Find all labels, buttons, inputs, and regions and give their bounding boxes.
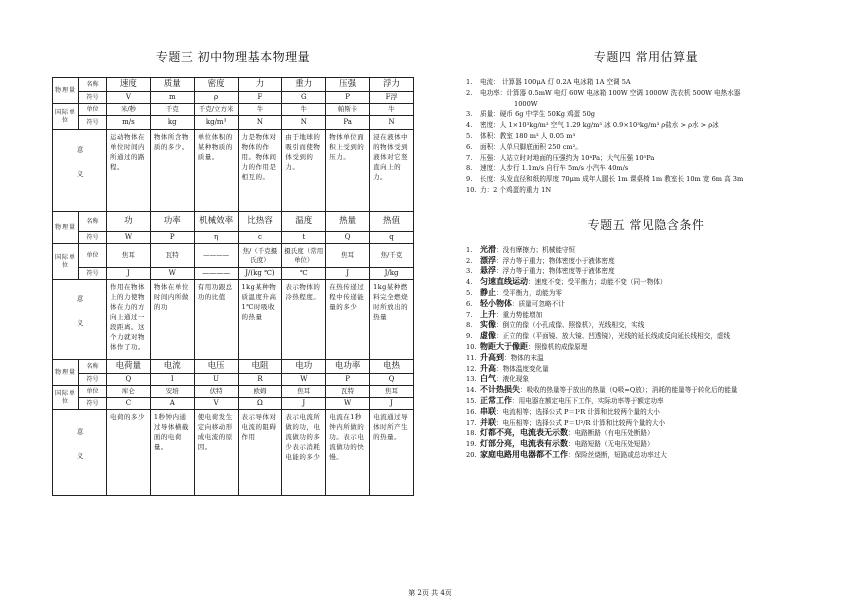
quantity-meaning: 1秒钟内通过导体横截面的电荷量。: [150, 410, 194, 496]
item-number: 5.: [466, 131, 473, 140]
item-text: 1000W: [514, 99, 538, 108]
unit-symbol: Ω: [238, 398, 282, 410]
quantity-meaning: 电流在1秒钟内所做的功。表示电流做功的快慢。: [326, 410, 370, 496]
unit-name: 千克/立方米: [194, 104, 238, 116]
unit-symbol: J/kg: [370, 268, 414, 280]
estimate-item: [466, 120, 826, 131]
condition-description: ：照像机的成像原理: [528, 342, 588, 351]
quantity-meaning: 有用功跟总功的比值: [194, 280, 238, 360]
physics-quantities-table: [52, 77, 414, 496]
quantity-name: 压强: [326, 78, 370, 92]
quantity-meaning: 运动物体在单位时间内所通过的路程。: [107, 130, 151, 212]
unit-symbol: N: [370, 116, 414, 130]
item-text: 密度：人 1×10³kg/m³ 空气 1.29 kg/m³ 冰 0.9×10³kg/m³ ρ盐水 > ρ水 > ρ冰: [480, 121, 719, 130]
condition-description: ：电路断路（有电压处断路）: [568, 429, 654, 438]
condition-description: ：液化现象: [496, 375, 529, 384]
row-label-unit-symbol: 符号: [79, 116, 107, 130]
item-number: 6.: [466, 299, 473, 308]
item-number: 17.: [466, 418, 477, 427]
unit-name: 摄氏度（常用单位）: [282, 244, 326, 268]
estimate-item: [466, 109, 826, 120]
condition-term: 正常工作: [480, 395, 512, 405]
item-number: 3.: [466, 110, 473, 119]
item-text: 质量：硬币 6g 中学生 50Kg 鸡蛋 50g: [480, 110, 595, 119]
quantity-meaning: 电荷的多少: [107, 410, 151, 496]
condition-description: ：浮力等于重力；物体密度小于液体密度: [496, 256, 615, 265]
quantity-symbol: F: [238, 92, 282, 104]
quantity-symbol: P: [326, 374, 370, 386]
item-number: 14.: [466, 386, 477, 395]
row-label-meaning: 意义: [53, 410, 107, 496]
item-text: 体积：教室 180 m³ 人 0.05 m³: [480, 131, 576, 140]
unit-name: 焦耳: [107, 244, 151, 268]
right-column: [466, 48, 826, 461]
condition-term: 白气: [480, 374, 496, 384]
condition-description: ：正立的像（平面镜、放大镜、凹透镜），光线的延长线或反向延长线相交，虚线: [496, 332, 731, 341]
condition-item: [466, 331, 826, 342]
unit-symbol: J/(kg ℃): [238, 268, 282, 280]
quantity-name: 电阻: [238, 360, 282, 374]
row-label-name: 名称: [79, 78, 107, 92]
quantity-meaning: 物体单位面积上受到的压力。: [326, 130, 370, 212]
item-number: 4.: [466, 121, 473, 130]
row-label-unit: 单位: [79, 244, 107, 268]
unit-name: 焦耳: [326, 244, 370, 268]
condition-item: [466, 450, 826, 461]
quantity-name: 重力: [282, 78, 326, 92]
condition-item: [466, 245, 826, 256]
unit-symbol: A: [150, 398, 194, 410]
unit-name: 焦耳: [282, 386, 326, 398]
condition-description: ：吸收的热量等于放出的热量（Q吸=Q放）；消耗的能量等于转化后的能量: [520, 386, 738, 395]
unit-symbol: J: [282, 398, 326, 410]
unit-symbol: C: [107, 398, 151, 410]
condition-term: 并联: [480, 417, 496, 427]
condition-term: 物距大于像距: [480, 341, 528, 351]
quantity-name: 功率: [150, 212, 194, 232]
row-label-meaning: 意义: [53, 130, 107, 212]
unit-symbol: kg: [150, 116, 194, 130]
quantity-symbol: Q: [326, 232, 370, 244]
row-label-meaning: 意义: [53, 280, 107, 360]
condition-term: 不计热损失: [480, 385, 520, 395]
quantity-name: 机械效率: [194, 212, 238, 232]
item-number: 10.: [466, 342, 477, 351]
condition-description: ：浮力等于重力；物体密度等于液体密度: [496, 267, 615, 276]
item-number: 9.: [466, 332, 473, 341]
condition-term: 实像: [480, 320, 496, 330]
condition-item: [466, 310, 826, 321]
item-number: 2.: [466, 88, 473, 97]
quantity-symbol: Q: [107, 374, 151, 386]
item-text: 长度：头发直径和纸的厚度 70μm 成年人腿长 1m 课桌椅 1m 教室长 10m 宽 6m 高 3m: [480, 175, 744, 184]
item-number: 4.: [466, 278, 473, 287]
unit-name: 伏特: [194, 386, 238, 398]
condition-term: 灯都不亮，电流表无示数: [480, 428, 568, 438]
item-number: 12.: [466, 364, 477, 373]
item-text: 压强：人站立时对地面的压强约为 10⁴Pa；大气压强 10⁵Pa: [480, 153, 655, 162]
quantity-name: 功: [107, 212, 151, 232]
row-label-quantity: 物理量: [53, 78, 79, 104]
condition-item: [466, 353, 826, 364]
quantity-symbol: t: [282, 232, 326, 244]
item-text: 电流： 计算器 100μA 灯 0.2A 电冰箱 1A 空调 5A: [480, 78, 631, 86]
quantity-name: 密度: [194, 78, 238, 92]
row-label-symbol: 符号: [79, 232, 107, 244]
condition-term: 家庭电路用电器都不工作: [480, 449, 568, 459]
quantity-symbol: G: [282, 92, 326, 104]
estimate-item: [466, 99, 826, 110]
quantity-meaning: 1kg某种燃料完全燃烧时所放出的热量: [370, 280, 414, 360]
item-number: 15.: [466, 396, 477, 405]
quantity-meaning: 由于地球的吸引而使物体受到的力。: [282, 130, 326, 212]
unit-symbol: V: [194, 398, 238, 410]
quantity-meaning: 电流通过导体时所产生的热量。: [370, 410, 414, 496]
estimate-item: [466, 77, 826, 88]
unit-name: 欧姆: [238, 386, 282, 398]
unit-name: 牛: [238, 104, 282, 116]
unit-name: 安培: [150, 386, 194, 398]
estimate-item: [466, 131, 826, 142]
unit-name: 焦/千克: [370, 244, 414, 268]
unit-name: 牛: [370, 104, 414, 116]
unit-symbol: N: [238, 116, 282, 130]
condition-term: 灯部分亮，电流表有示数: [480, 439, 568, 449]
quantity-meaning: 表示物体的冷热程度。: [282, 280, 326, 360]
item-number: 19.: [466, 440, 477, 449]
item-number: 5.: [466, 288, 473, 297]
item-text: 速度：人步行 1.1m/s 自行车 5m/s 小汽车 40m/s: [480, 164, 629, 173]
unit-symbol: m/s: [107, 116, 151, 130]
unit-symbol: ————: [194, 268, 238, 280]
item-number: 1.: [466, 245, 473, 254]
quantity-symbol: W: [107, 232, 151, 244]
condition-term: 漂浮: [480, 255, 496, 265]
quantity-name: 速度: [107, 78, 151, 92]
quantity-name: 电功率: [326, 360, 370, 374]
item-number: 9.: [466, 175, 473, 184]
row-label-symbol: 符号: [79, 92, 107, 104]
quantity-meaning: 物体在单位时间内所做的功: [150, 280, 194, 360]
condition-item: [466, 439, 826, 450]
row-label-intl-unit: 国际单位: [53, 386, 79, 410]
condition-description: ：保险丝烧断，短路或总功率过大: [568, 450, 667, 459]
condition-term: 串联: [480, 406, 496, 416]
quantity-name: 比热容: [238, 212, 282, 232]
unit-name: 焦耳: [370, 386, 414, 398]
quantity-name: 电压: [194, 360, 238, 374]
estimate-item: [466, 142, 826, 153]
quantity-meaning: 物体所含物质的多少。: [150, 130, 194, 212]
condition-description: ：电流相等；选择公式 P＝I²R 计算和比较两个量的大小: [496, 407, 660, 416]
condition-description: ：质量可忽略不计: [512, 299, 565, 308]
condition-description: ：物体的末温: [504, 353, 544, 362]
row-label-unit-symbol: 符号: [79, 398, 107, 410]
quantity-symbol: m: [150, 92, 194, 104]
condition-item: [466, 428, 826, 439]
condition-description: ：物体温度变化量: [496, 364, 549, 373]
unit-symbol: W: [150, 268, 194, 280]
row-label-intl-unit: 国际单位: [53, 104, 79, 130]
quantity-meaning: 在热传递过程中传递能量的多少: [326, 280, 370, 360]
condition-description: ：没有摩擦力；机械能守恒: [496, 245, 576, 254]
estimate-item: [466, 163, 826, 174]
row-label-intl-unit: 国际单位: [53, 244, 79, 280]
unit-name: 焦/（千克摄氏度）: [238, 244, 282, 268]
condition-item: [466, 418, 826, 429]
condition-description: ：重力势能增加: [496, 310, 543, 319]
hidden-conditions-list: [466, 245, 826, 461]
condition-term: 虚像: [480, 331, 496, 341]
item-number: 13.: [466, 375, 477, 384]
row-label-unit: 单位: [79, 104, 107, 116]
row-label-quantity: 物理量: [53, 212, 79, 244]
estimate-item: [466, 153, 826, 164]
section4-title: 专题四 常用估算量: [593, 50, 699, 64]
unit-symbol: kg/m³: [194, 116, 238, 130]
condition-description: ：用电器在额定电压下工作，实际功率等于额定功率: [512, 396, 664, 405]
quantity-name: 电功: [282, 360, 326, 374]
item-number: 3.: [466, 267, 473, 276]
item-number: 16.: [466, 407, 477, 416]
row-label-unit-symbol: 符号: [79, 268, 107, 280]
quantity-symbol: η: [194, 232, 238, 244]
quantity-meaning: 力是物体对物体的作用。物体间力的作用是相互的。: [238, 130, 282, 212]
quantity-symbol: P: [326, 92, 370, 104]
item-number: 11.: [466, 353, 477, 362]
row-label-unit: 单位: [79, 386, 107, 398]
unit-symbol: N: [282, 116, 326, 130]
unit-name: ————: [194, 244, 238, 268]
quantity-symbol: c: [238, 232, 282, 244]
item-number: 1.: [466, 78, 473, 86]
condition-item: [466, 256, 826, 267]
quantity-name: 温度: [282, 212, 326, 232]
quantity-name: 电荷量: [107, 360, 151, 374]
quantity-name: 浮力: [370, 78, 414, 92]
quantity-symbol: V: [107, 92, 151, 104]
quantity-meaning: 使电荷发生定向移动形成电流的原因。: [194, 410, 238, 496]
unit-name: 米/秒: [107, 104, 151, 116]
condition-term: 升高到: [480, 352, 504, 362]
row-label-quantity: 物理量: [53, 360, 79, 386]
condition-item: [466, 396, 826, 407]
item-number: 10.: [466, 185, 477, 194]
condition-item: [466, 364, 826, 375]
condition-item: [466, 320, 826, 331]
item-number: 7.: [466, 310, 473, 319]
estimate-item: [466, 88, 826, 99]
item-number: 20.: [466, 450, 477, 459]
quantity-symbol: I: [150, 374, 194, 386]
item-text: 电功率：计算器 0.5mW 电灯 60W 电冰箱 100W 空调 1000W 洗衣机 500W 电热水器: [480, 88, 741, 97]
section3-title: 专题三 初中物理基本物理量: [155, 50, 311, 64]
condition-term: 轻小物体: [480, 298, 512, 308]
unit-symbol: ℃: [282, 268, 326, 280]
quantity-name: 电流: [150, 360, 194, 374]
item-number: 18.: [466, 429, 477, 438]
condition-description: ：电压相等；选择公式 P＝U²/R 计算和比较两个量的大小: [496, 418, 666, 427]
row-label-name: 名称: [79, 360, 107, 374]
row-label-name: 名称: [79, 212, 107, 232]
quantity-meaning: 浸在液体中的物体受到液体对它竖直向上的力。: [370, 130, 414, 212]
condition-item: [466, 407, 826, 418]
item-number: 8.: [466, 321, 473, 330]
row-label-symbol: 符号: [79, 374, 107, 386]
item-number: 2.: [466, 256, 473, 265]
condition-description: ：速度不变；受平衡力；动能不变（同一物体）: [528, 278, 667, 287]
unit-symbol: J: [370, 398, 414, 410]
unit-name: 帕斯卡: [326, 104, 370, 116]
page-footer: 第 2页 共 4页: [408, 589, 452, 597]
item-text: 力：2 个鸡蛋的重力 1N: [480, 185, 552, 194]
condition-description: ：受平衡力，动能为零: [496, 288, 562, 297]
quantity-meaning: 作用在物体上的力使物体在力的方向上通过一段距离。这个力就对物体作了功。: [107, 280, 151, 360]
unit-name: 千克: [150, 104, 194, 116]
item-number: 6.: [466, 142, 473, 151]
unit-symbol: J: [107, 268, 151, 280]
condition-description: ：倒立的像（小孔成像、照像机），光线相交，实线: [496, 321, 645, 330]
condition-term: 匀速直线运动: [480, 277, 528, 287]
unit-name: 瓦特: [326, 386, 370, 398]
estimate-item: [466, 174, 826, 185]
condition-item: [466, 277, 826, 288]
left-column: [52, 48, 414, 496]
condition-term: 悬浮: [480, 266, 496, 276]
quantity-name: 电热: [370, 360, 414, 374]
quantity-name: 质量: [150, 78, 194, 92]
estimate-item: [466, 185, 826, 196]
estimates-list: [466, 77, 826, 196]
condition-item: [466, 299, 826, 310]
condition-item: [466, 266, 826, 277]
quantity-symbol: U: [194, 374, 238, 386]
quantity-symbol: W: [282, 374, 326, 386]
condition-item: [466, 288, 826, 299]
quantity-symbol: P: [150, 232, 194, 244]
condition-term: 上升: [480, 309, 496, 319]
quantity-meaning: 1kg某种物质温度升高1℃时吸收的热量: [238, 280, 282, 360]
unit-name: 瓦特: [150, 244, 194, 268]
condition-term: 光滑: [480, 244, 496, 254]
quantity-name: 力: [238, 78, 282, 92]
condition-item: [466, 374, 826, 385]
condition-term: 升高: [480, 363, 496, 373]
unit-symbol: Pa: [326, 116, 370, 130]
quantity-symbol: ρ: [194, 92, 238, 104]
unit-symbol: W: [326, 398, 370, 410]
condition-item: [466, 342, 826, 353]
unit-name: 牛: [282, 104, 326, 116]
quantity-symbol: F浮: [370, 92, 414, 104]
unit-name: 库仑: [107, 386, 151, 398]
unit-symbol: J: [326, 268, 370, 280]
item-number: 8.: [466, 164, 473, 173]
quantity-meaning: 表示导体对电流的阻碍作用: [238, 410, 282, 496]
quantity-symbol: Q: [370, 374, 414, 386]
item-number: 7.: [466, 153, 473, 162]
condition-item: [466, 385, 826, 396]
quantity-symbol: R: [238, 374, 282, 386]
item-text: 面积：人单只脚底面积 250 cm²。: [480, 142, 582, 151]
quantity-symbol: q: [370, 232, 414, 244]
quantity-meaning: 表示电流所做的功，电流做功的多少表示消耗电能的多少: [282, 410, 326, 496]
section5-title: 专题五 常见隐含条件: [587, 217, 705, 232]
condition-term: 静止: [480, 287, 496, 297]
quantity-meaning: 单位体积的某种物质的质量。: [194, 130, 238, 212]
quantity-name: 热值: [370, 212, 414, 232]
condition-description: ：电路短路（无电压处短路）: [568, 440, 654, 449]
quantity-name: 热量: [326, 212, 370, 232]
